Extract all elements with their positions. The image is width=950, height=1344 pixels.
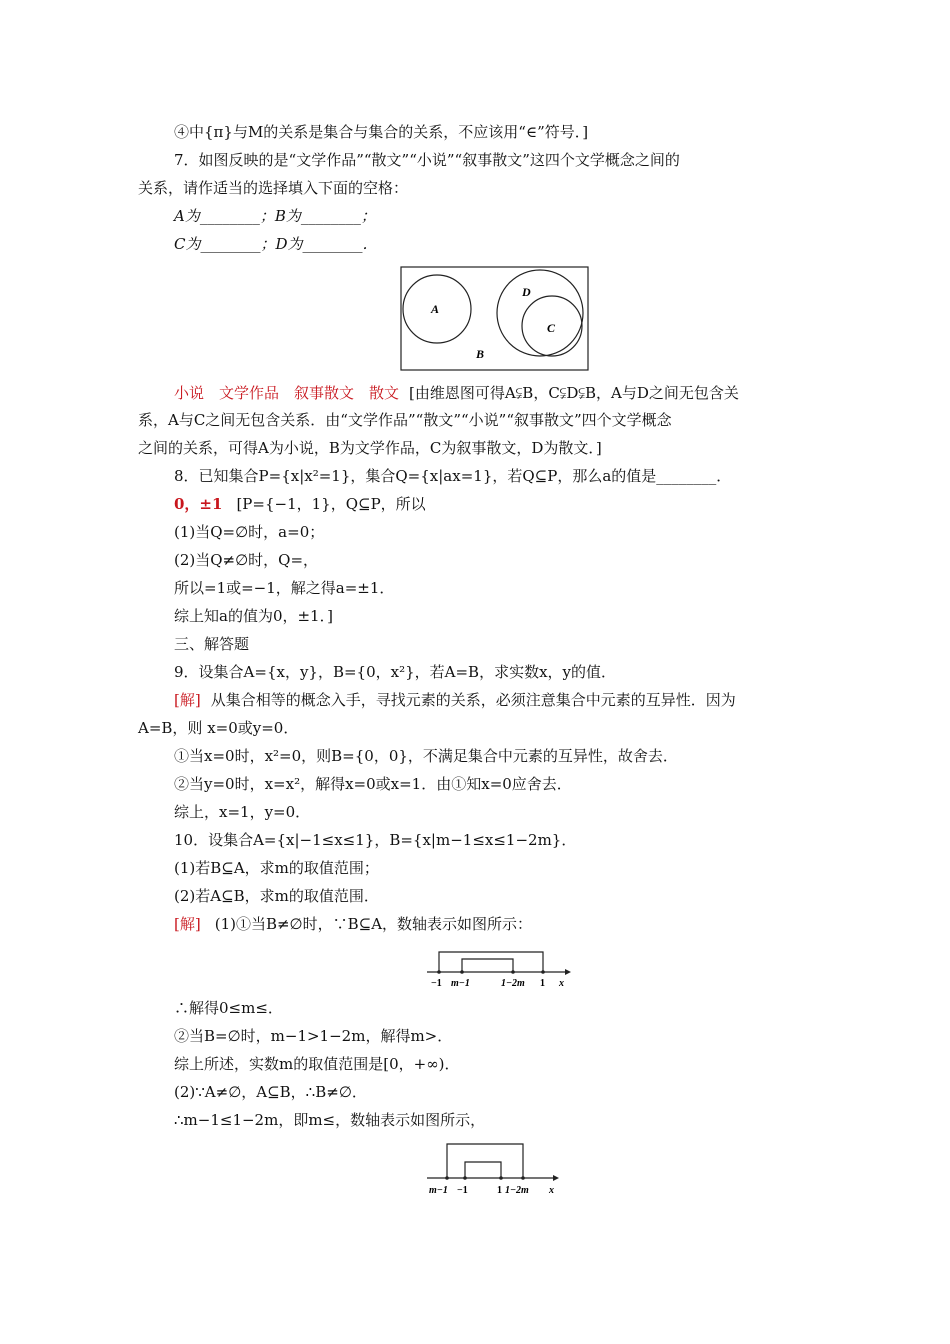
answer-7-line-2: 系，A与C之间无包含关系．由“文学作品”“散文”“小说”“叙事散文”四个文学概念 [138, 411, 672, 429]
tick-label: x [549, 1185, 554, 1196]
number-line-1 [425, 946, 575, 990]
venn-circle-d [497, 270, 583, 356]
question-7-line-1: 7．如图反映的是“文学作品”“散文”“小说”“叙事散文”这四个文学概念之间的 [174, 151, 680, 169]
answer-10-text: (1)①当B≠∅时，∵B⊆A，数轴表示如图所示： [214, 915, 533, 933]
tick-label: 1 [497, 1185, 502, 1196]
answer-7-line-3: 之间的关系，可得A为小说，B为文学作品，C为叙事散文，D为散文．] [138, 439, 602, 457]
axis-arrow [553, 1175, 559, 1181]
answer-9-line-4: ②当y=0时，x=x²，解得x=0或x=1．由①知x=0应舍去． [174, 775, 572, 793]
answer-8-line-5: 综上知a的值为0，±1．] [174, 607, 333, 625]
venn-diagram [400, 266, 590, 372]
answer-10-line-4: 综上所述，实数m的取值范围是[0，+∞)． [174, 1055, 460, 1073]
answer-8-line-4: 所以=1或=−1，解之得a=±1． [174, 579, 395, 597]
question-10-part-1: (1)若B⊆A，求m的取值范围； [174, 859, 379, 877]
point-m-minus-1 [445, 1176, 449, 1180]
answer-9-line-2: A=B，则 x=0或y=0． [138, 719, 299, 737]
point-1 [499, 1176, 503, 1180]
tick-label: x [559, 978, 564, 989]
blank-line-ab: A为________；B为________； [174, 207, 376, 225]
point-m-minus-1 [460, 970, 464, 974]
answer-9-text: 从集合相等的概念入手，寻找元素的关系，必须注意集合中元素的互异性．因为 [210, 691, 736, 709]
point-neg1 [437, 970, 441, 974]
answer-9-line-1 [174, 690, 736, 710]
answer-8-line-3: (2)当Q≠∅时，Q=， [174, 551, 319, 569]
number-line-2 [425, 1140, 565, 1198]
venn-label-c: C [547, 321, 556, 335]
axis-arrow [565, 969, 571, 975]
point-neg1 [463, 1176, 467, 1180]
text-line: ④中{π}与M的关系是集合与集合的关系，不应该用“∈”符号．] [174, 123, 589, 141]
answer-7-line-1 [174, 383, 739, 403]
answer-10-line-5: (2)∵A≠∅，A⊆B，∴B≠∅． [174, 1083, 367, 1101]
point-1 [541, 970, 545, 974]
answer-7-explanation: [由维恩图可得A⫋B，C⫋D⫋B，A与D之间无包含关 [409, 384, 739, 402]
tick-label: m−1 [429, 1185, 448, 1196]
answer-8-line-1 [174, 494, 426, 514]
point-1-minus-2m [521, 1176, 525, 1180]
answer-8: 0，±1 [174, 495, 223, 513]
question-9: 9．设集合A={x，y}，B={0，x²}，若A=B，求实数x，y的值． [174, 663, 617, 681]
answer-10-line-1 [174, 914, 532, 934]
answer-9-line-3: ①当x=0时，x²=0，则B={0，0}，不满足集合中元素的互异性，故舍去． [174, 747, 678, 765]
tick-label: m−1 [451, 978, 470, 989]
venn-label-a: A [431, 302, 440, 316]
question-7-line-2: 关系，请作适当的选择填入下面的空格： [138, 179, 409, 197]
answer-8-explanation: [P={−1，1}，Q⊆P，所以 [236, 495, 426, 513]
jie-label: [解] [174, 915, 201, 933]
tick-label: 1−2m [501, 978, 525, 989]
answer-10-line-6: ∴m−1≤1−2m，即m≤，数轴表示如图所示， [174, 1111, 486, 1129]
point-1-minus-2m [511, 970, 515, 974]
question-10: 10．设集合A={x|−1≤x≤1}，B={x|m−1≤x≤1−2m}． [174, 831, 577, 849]
answer-9-line-5: 综上，x=1，y=0． [174, 803, 311, 821]
answer-7: 小说 文学作品 叙事散文 散文 [174, 384, 400, 402]
tick-label: −1 [457, 1185, 468, 1196]
interval-a [465, 1162, 501, 1178]
answer-10-line-3: ②当B=∅时，m−1>1−2m，解得m>． [174, 1027, 453, 1045]
venn-label-d: D [522, 285, 531, 299]
answer-8-line-2: (1)当Q=∅时，a=0； [174, 523, 325, 541]
interval-a [439, 952, 543, 972]
blank-line-cd: C为________；D为________． [174, 235, 378, 253]
answer-10-line-2: ∴解得0≤m≤． [174, 999, 283, 1017]
tick-label: 1 [540, 978, 545, 989]
tick-label: −1 [431, 978, 442, 989]
interval-b [462, 959, 513, 972]
section-heading: 三、解答题 [174, 635, 250, 653]
tick-label: 1−2m [505, 1185, 529, 1196]
jie-label: [解] [174, 691, 201, 709]
question-10-part-2: (2)若A⊆B，求m的取值范围． [174, 887, 379, 905]
interval-b [447, 1144, 523, 1178]
venn-label-b: B [476, 347, 485, 361]
question-8: 8．已知集合P={x|x²=1}，集合Q={x|ax=1}，若Q⊆P，那么a的值是________． [174, 467, 732, 485]
